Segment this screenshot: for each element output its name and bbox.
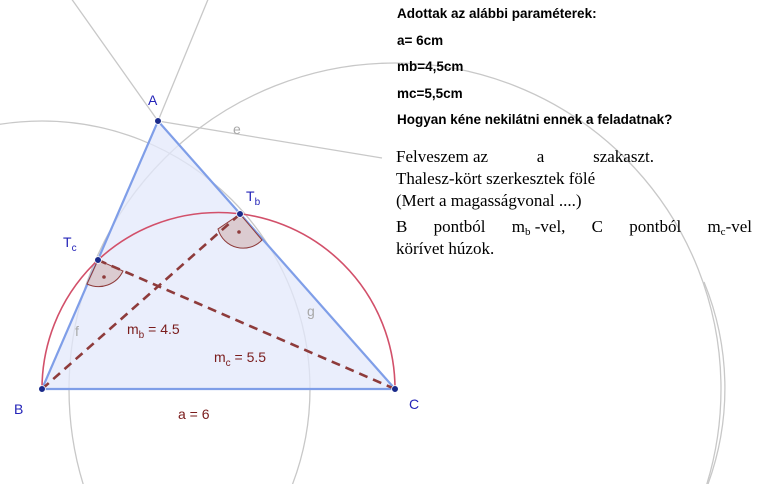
note-line-5: körívet húzok.: [396, 239, 495, 258]
solution-notes: [396, 146, 754, 260]
note-word: B: [396, 217, 408, 236]
label-point-b: B: [14, 401, 24, 417]
note-word: $m_c$-vel: [707, 217, 752, 238]
note-line-1: [396, 146, 654, 168]
label-point-a: A: [148, 92, 158, 108]
note-line-2: Thalesz-kört szerkesztek fölé: [396, 169, 596, 188]
info-question: Hogyan kéne nekilátni ennek a feladatnak?: [397, 112, 673, 127]
note-word: szakaszt.: [593, 147, 654, 166]
note-word: $m_b$ -vel,: [511, 217, 566, 238]
label-circle-e: e: [233, 121, 241, 137]
info-side-a: a= 6cm: [397, 32, 444, 48]
label-segment-a: a = 6: [178, 406, 210, 422]
point-b[interactable]: [39, 386, 46, 393]
point-tb[interactable]: [237, 211, 244, 218]
right-angle-dot-tc: [102, 275, 106, 279]
info-altitude-mc: mc=5,5cm: [397, 85, 463, 101]
point-tc[interactable]: [95, 257, 102, 264]
info-heading: Adottak az alábbi paraméterek:: [397, 6, 597, 21]
note-line-4: [396, 216, 752, 238]
label-circle-f: f: [75, 323, 79, 339]
label-altitude-mb: $m_b = 4.5$: [127, 321, 180, 341]
construction-line-1: [44, 0, 158, 121]
point-c[interactable]: [392, 386, 399, 393]
info-altitude-mb: mb=4,5cm: [397, 59, 464, 74]
note-line-3: (Mert a magasságvonal ....): [396, 191, 582, 210]
construction-line-3: [158, 121, 382, 158]
label-point-c: C: [409, 396, 420, 412]
right-angle-dot-tb: [237, 230, 241, 234]
label-altitude-mc: $m_c = 5.5$: [214, 349, 267, 369]
point-a[interactable]: [155, 118, 162, 125]
label-circle-g: g: [307, 303, 315, 319]
given-parameters: [397, 4, 777, 137]
construction-line-2: [158, 0, 216, 121]
label-point-tb: $T_b$: [246, 188, 261, 208]
note-word: C: [591, 217, 604, 236]
note-word: a: [536, 147, 545, 166]
note-word: pontból: [433, 217, 486, 236]
label-point-tc: $T_c$: [63, 234, 77, 254]
note-word: pontból: [629, 217, 682, 236]
note-word: Felveszem az: [396, 147, 489, 166]
